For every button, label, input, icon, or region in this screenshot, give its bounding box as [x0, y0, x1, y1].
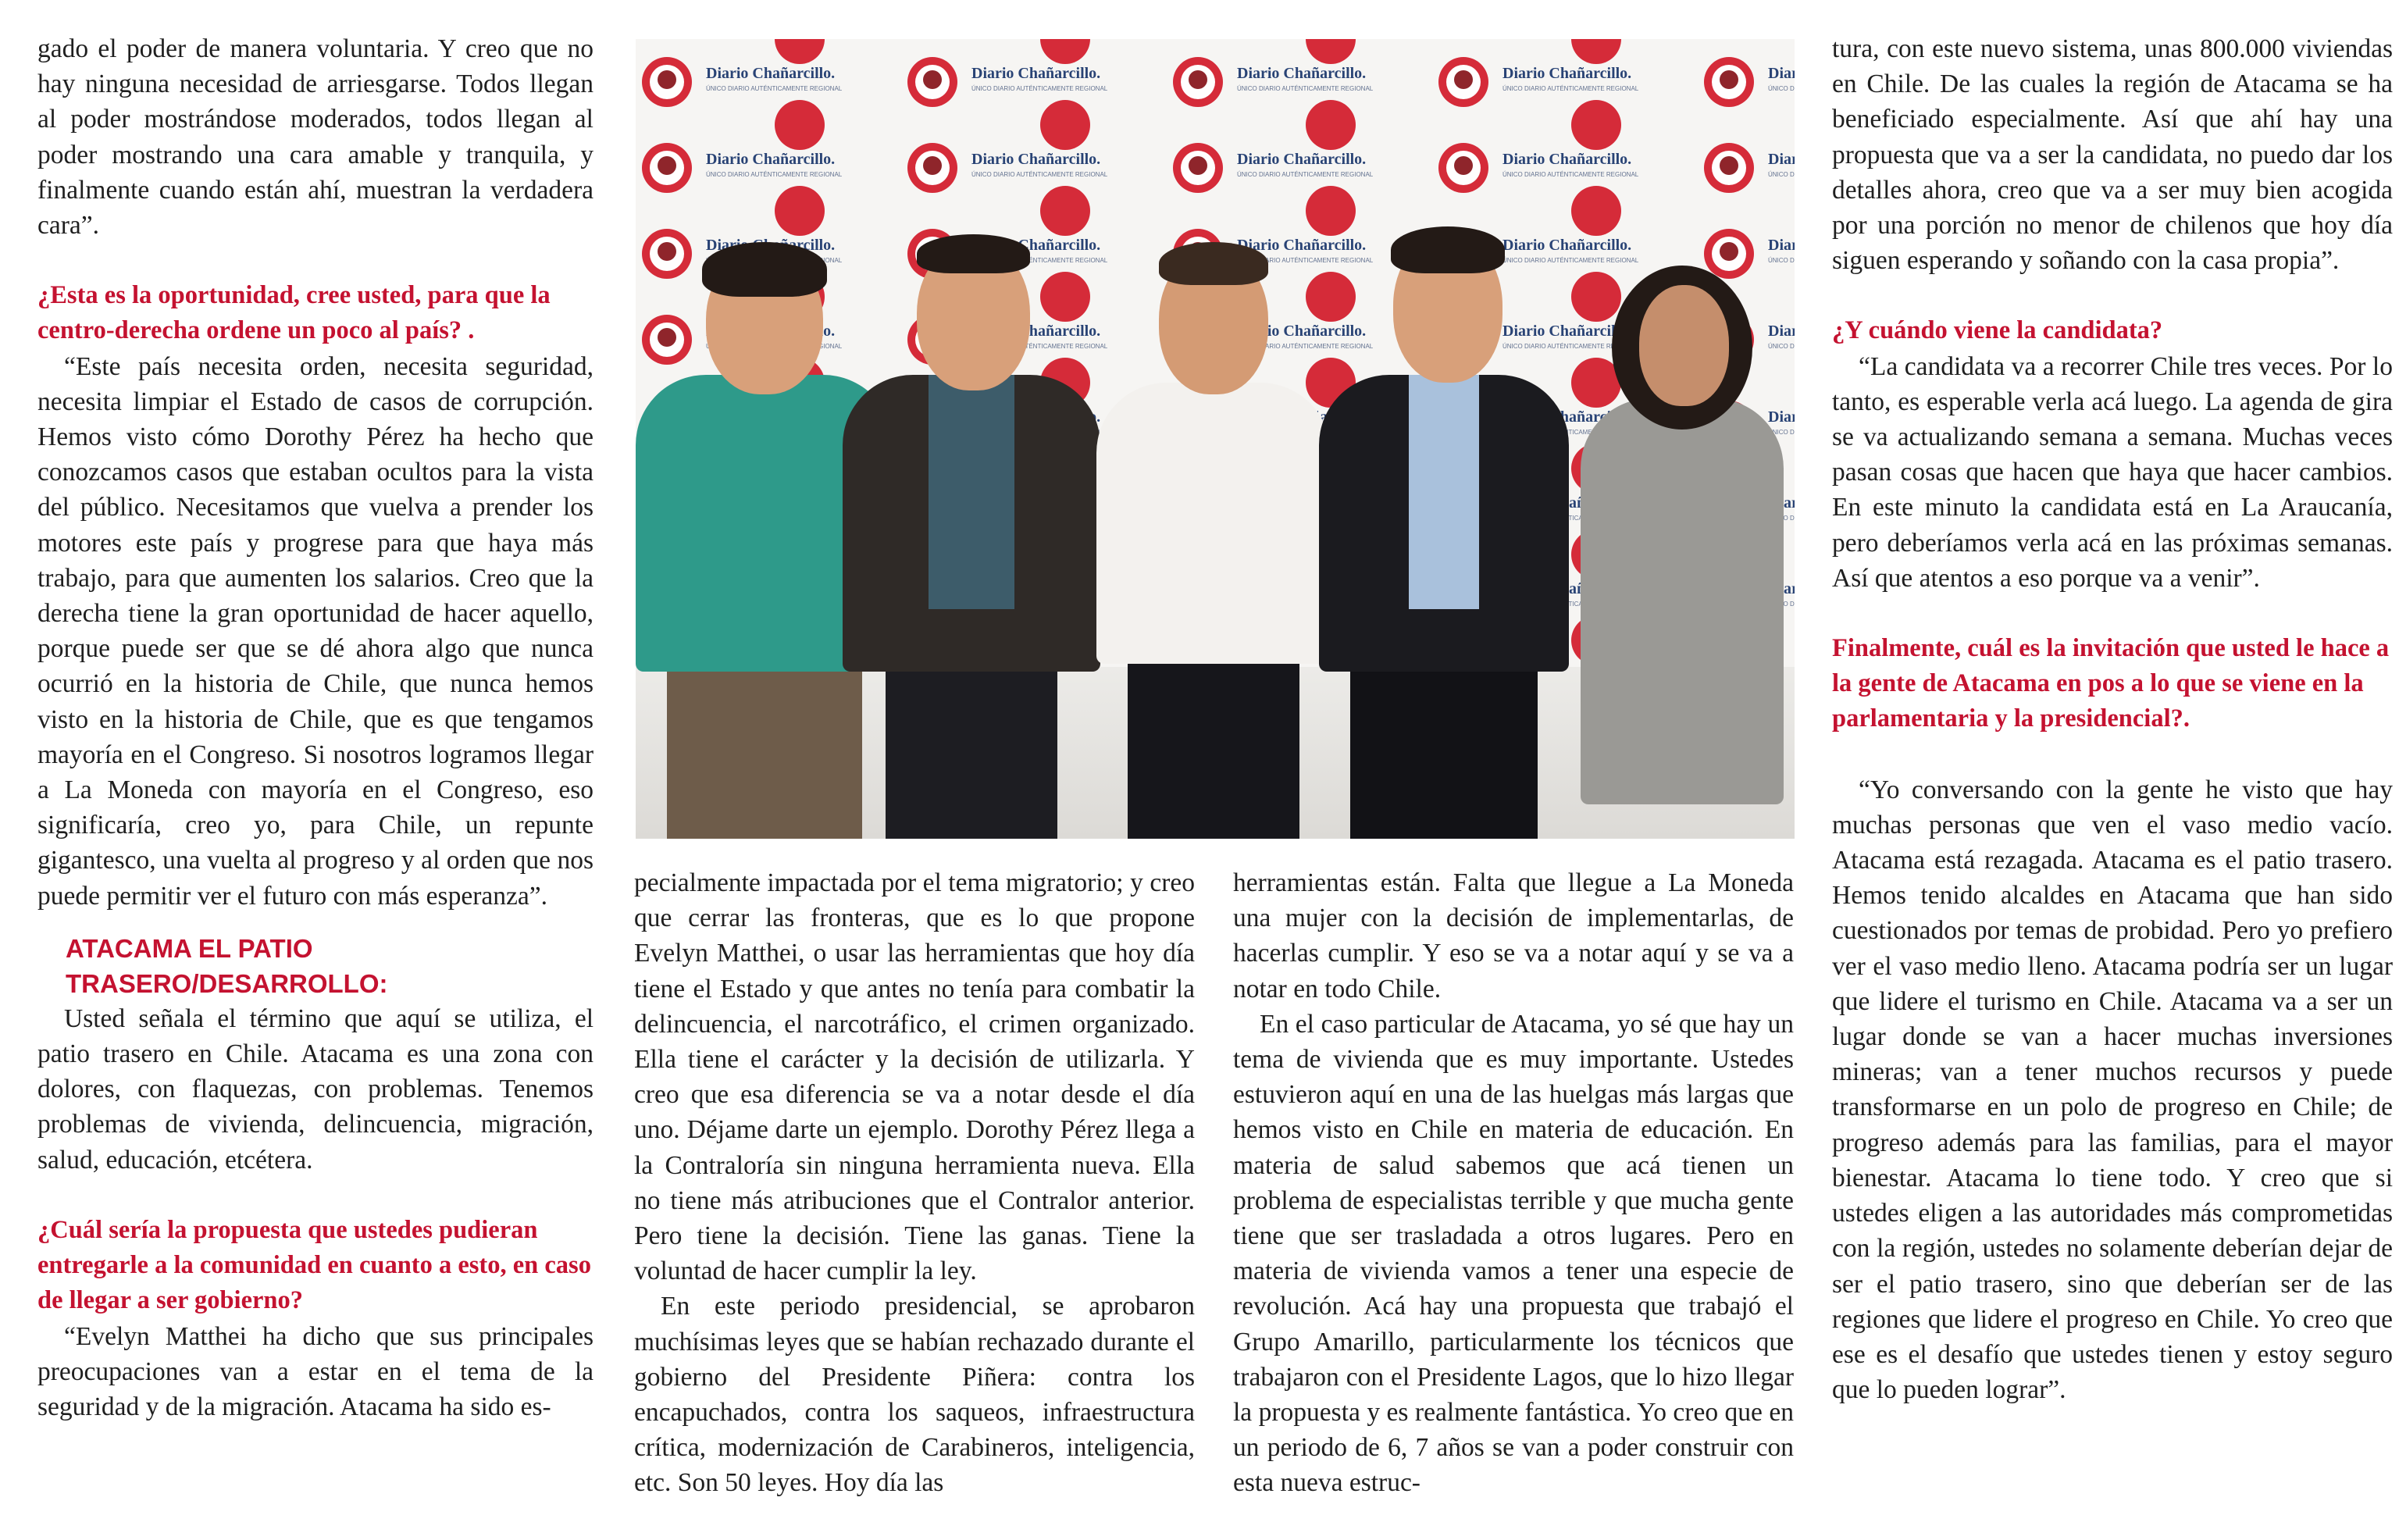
person-4 — [1319, 203, 1569, 839]
section-heading — [37, 931, 594, 1001]
paragraph: gado el poder de manera voluntaria. Y creo que no hay ninguna necesidad de arriesgarse. Todos llegan al poder mostrándose moderados, todos llegan al poder mostrando una cara amable y tranquila, y finalmente cuando están ahí, muestran la verdadera cara”. — [37, 34, 594, 241]
interview-question: Finalmente, cuál es la invitación que usted le hace a la gente de Atacama en pos a lo que se viene en la parlamentaria y la presidencial?. — [1832, 634, 2390, 733]
group-photo — [636, 39, 1795, 839]
interview-answer: “Evelyn Matthei ha dicho que sus principales preocupaciones van a estar en el tema de la seguridad y de la migración. Atacama ha sido es- — [37, 1321, 594, 1421]
person-2 — [843, 211, 1100, 839]
paragraph: herramientas están. Falta que llegue a La Moneda una mujer con la decisión de implementarlas, de hacerlas cumplir. Y eso se va a notar aquí y se va a notar en todo Chile. — [1233, 868, 1794, 1003]
person-5 — [1581, 266, 1795, 839]
interview-answer: “Yo conversando con la gente he visto que hay muchas personas que ven el vaso medio vacío. Atacama está rezagada. Atacama es el patio trasero. Hemos tenido alcaldes en Atacama que han sido cuestionados por temas de probidad. Pero yo prefiero ver el vaso medio lleno. Atacama podría ser un lugar que lidere el turismo en Chile. Atacama va a ser un lugar donde se van a hacer muchas inversiones mineras; van a tener muchos recursos y puede transformarse en un polo de progreso en Chile; de progreso además para las familias, para el mayor bienestar. Atacama lo tiene todo. Y creo que si ustedes eligen a las autoridades más comprometidas con la región, ustedes no solamente deberían dejar de ser el patio trasero, sino que deberían ser de las regiones que lidere el progreso en Chile. Yo creo que ese es el desafío que ustedes tienen y estoy seguro que lo pueden lograr”. — [1832, 775, 2393, 1405]
article-column-1 — [37, 31, 594, 1424]
article-column-3 — [1233, 865, 1794, 1501]
article-column-2 — [634, 865, 1195, 1501]
paragraph: pecialmente impactada por el tema migratorio; y creo que cerrar las fronteras, que es lo que propone Evelyn Matthei, o usar las herramientas que hoy día tiene el Estado y que antes no tenía para combatir la delincuencia, el narcotráfico, el crimen organizado. Ella tiene el carácter y la decisión de utilizarla. Y creo que esa diferencia se va a notar desde el día uno. Déjame darte un ejemplo. Dorothy Pérez llega a la Contraloría sin ninguna herramienta nueva. Ella no tiene más atribuciones que el Contralor anterior. Pero tiene la decisión. Tiene las ganas. Tiene la voluntad de hacer cumplir la ley. — [634, 868, 1195, 1286]
section-heading-line-1: ATACAMA EL PATIO — [66, 933, 313, 963]
interview-answer: “Este país necesita orden, necesita seguridad, necesita limpiar el Estado de casos de corrupción. Hemos visto cómo Dorothy Pérez ha hecho que conozcamos casos que estaban ocultos para la vista del público. Necesitamos que vuelva a prender los motores este país y progrese para que haya más trabajo, para que aumenten los salarios. Creo que la derecha tiene la gran oportunidad de hacer aquello, porque puede ser que se dé ahora algo que nunca ocurrió en la historia de Chile, que nunca hemos visto en la historia de Chile, que es que tengamos mayoría en el Congreso. Si nosotros logramos llegar a La Moneda con mayoría en el Congreso, eso significaría, creo yo, para Chile, un repunte gigantesco, una vuelta al progreso y al orden que nos puede permitir ver el futuro con más esperanza”. — [37, 351, 594, 911]
interview-question: ¿Y cuándo viene la candidata? — [1832, 316, 2163, 345]
paragraph: En este periodo presidencial, se aprobaron muchísimas leyes que se habían rechazado durante el gobierno del Presidente Piñera: contra los encapuchados, contra los saqueos, infraestructura crítica, modernización de Carabineros, inteligencia, etc. Son 50 leyes. Hoy día las — [634, 1292, 1195, 1498]
paragraph: En el caso particular de Atacama, yo sé que hay un tema de vivienda que es muy importante. Ustedes estuvieron aquí en una de las huelgas más largas que hemos visto en Chile en materia de educación. En materia de salud sabemos que acá tienen un problema de especialistas terrible y que mucha gente tiene que ser trasladada a otros lugares. Pero en materia de vivienda vamos a tener una especie de revolución. Acá hay una propuesta que trabajó el Grupo Amarillo, particularmente los técnicos que trabajaron con el Presidente Lagos, que lo hizo llegar la propuesta y es realmente fantástica. Yo creo que en un periodo de 6, 7 años se van a poder construir con esta nueva estruc- — [1233, 1009, 1794, 1498]
interview-question: ¿Cuál sería la propuesta que ustedes pudieran entregarle a la comunidad en cuanto a esto, en caso de llegar a ser gobierno? — [37, 1215, 591, 1315]
paragraph: tura, con este nuevo sistema, unas 800.000 viviendas en Chile. De las cuales la región de Atacama se ha beneficiado especialmente. Así que ahí hay una propuesta que va a ser la candidata, no puedo dar los detalles ahora, creo que va a ser muy bien acogida por una porción no menor de chilenos que hoy día siguen esperando y soñando con la casa propia”. — [1832, 34, 2393, 276]
article-column-4 — [1832, 31, 2393, 1407]
section-heading-line-2: TRASERO/DESARROLLO: — [66, 968, 388, 998]
interview-answer: “La candidata va a recorrer Chile tres veces. Por lo tanto, es esperable verla acá luego. La agenda de gira se va actualizando semana a semana. Muchas veces pasan cosas que hacen que haya que hacer cambios. En este minuto la candidata está en La Araucanía, pero deberíamos verla acá en las próximas semanas. Así que atentos a eso porque va a venir”. — [1832, 351, 2393, 593]
interview-question: ¿Esta es la oportunidad, cree usted, para que la centro-derecha ordene un poco al país? . — [37, 281, 551, 345]
person-3 — [1096, 226, 1331, 839]
paragraph: Usted señala el término que aquí se utiliza, el patio trasero en Chile. Atacama es una zona con dolores, con flaquezas, con problemas. Tenemos problemas de vivienda, delincuencia, migración, salud, educación, etcétera. — [37, 1003, 594, 1175]
